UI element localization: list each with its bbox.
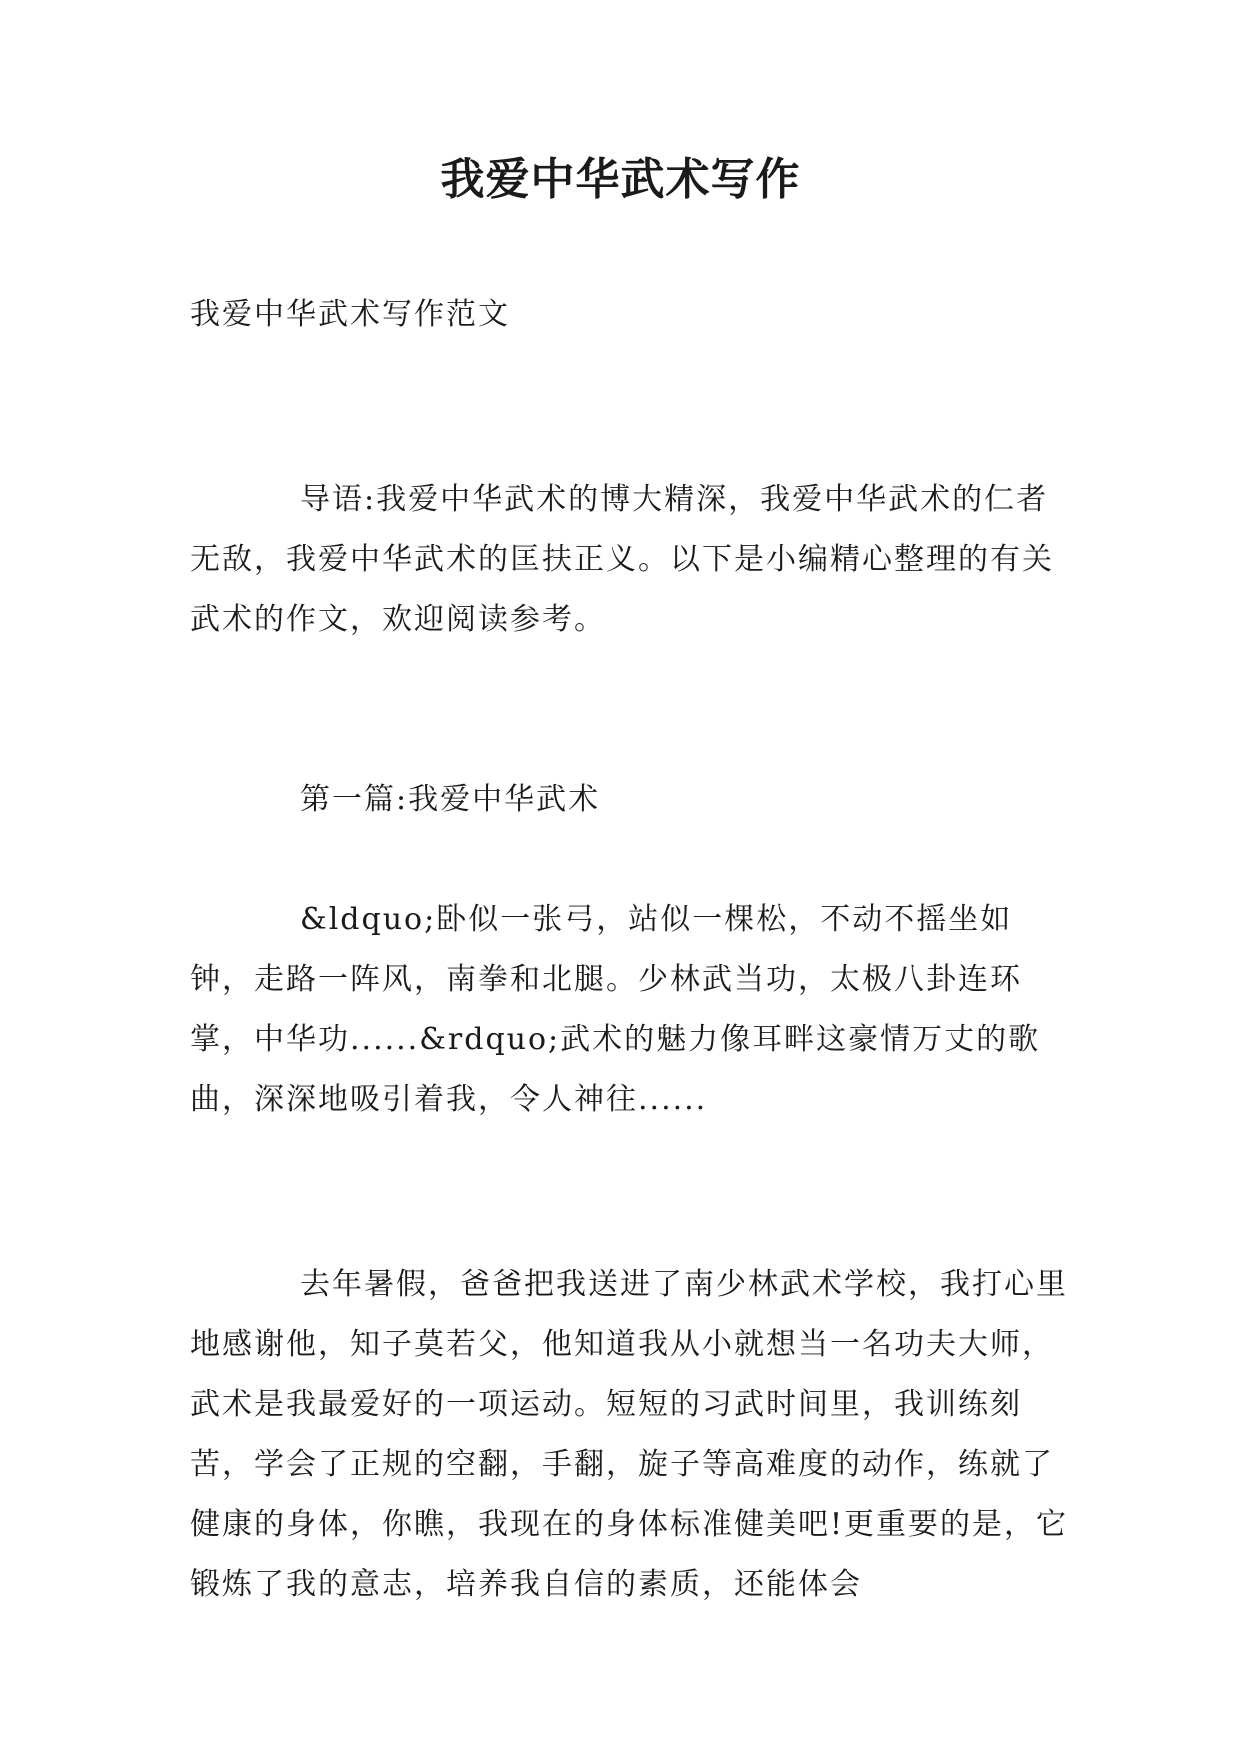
body-paragraph: 去年暑假，爸爸把我送进了南少林武术学校，我打心里地感谢他，知子莫若父，他知道我从小就想当一名功夫大师，武术是我最爱好的一项运动。短短的习武时间里，我训练刻苦，学会了正规的空翻，手翻，旋子等高难度的动作，练就了健康的身体，你瞧，我现在的身体标准健美吧!更重要的是，它锻炼了我的意志，培养我自信的素质，还能体会	[190, 1267, 1069, 1602]
intro-paragraph: 导语:我爱中华武术的博大精深，我爱中华武术的仁者无敌，我爱中华武术的匡扶正义。以下是小编精心整理的有关武术的作文，欢迎阅读参考。	[190, 482, 1054, 637]
document-title: 我爱中华武术写作	[440, 154, 801, 205]
section-heading: 第一篇:我爱中华武术	[300, 782, 601, 817]
document-body	[190, 285, 1070, 1615]
document-subtitle: 我爱中华武术写作范文	[190, 297, 510, 332]
body-paragraph: &ldquo;卧似一张弓，站似一棵松，不动不摇坐如钟，走路一阵风，南拳和北腿。少林武当功，太极八卦连环掌，中华功......&rdquo;武术的魅力像耳畔这豪情万丈的歌曲，深深地吸引着我，令人神往......	[190, 902, 1041, 1117]
